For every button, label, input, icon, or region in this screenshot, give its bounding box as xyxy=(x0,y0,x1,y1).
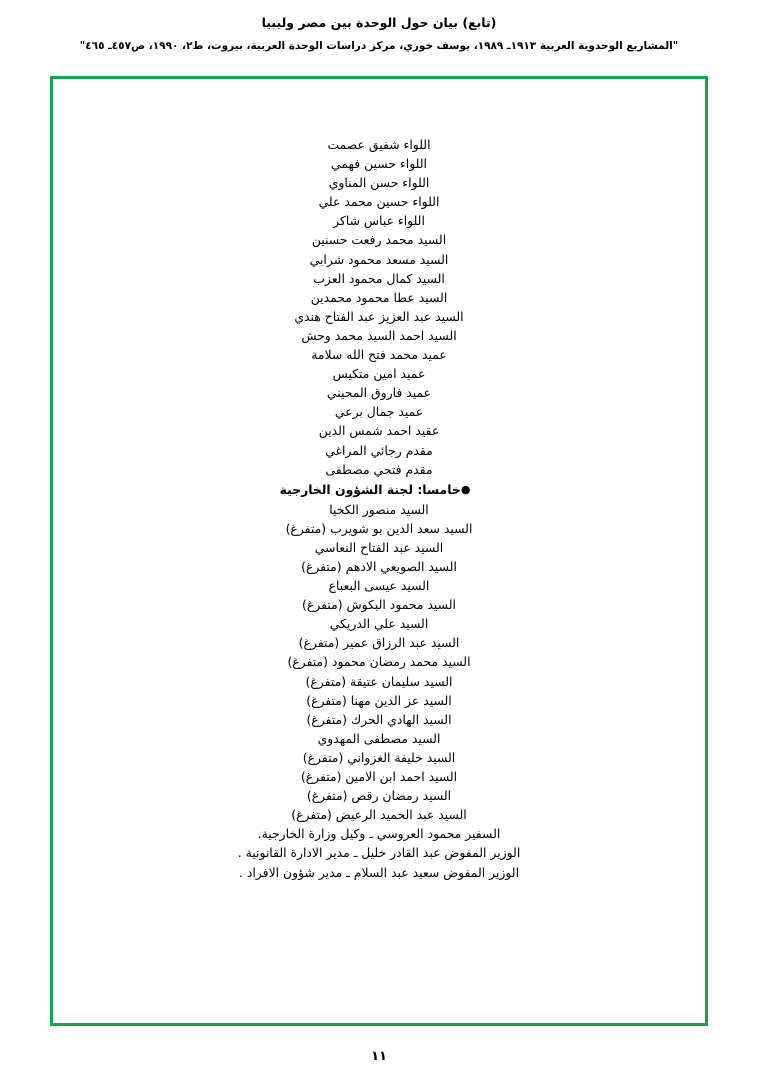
name-entry: السيد احمد ابن الامين (متفرغ) xyxy=(300,769,458,785)
name-entry: السيد كمال محمود العزب xyxy=(313,270,445,286)
name-entry: السيد عطا محمود محمدين xyxy=(310,289,448,305)
name-entry: السيد منصور الكخيا xyxy=(329,501,429,517)
name-entry: عقيد احمد شمس الدين xyxy=(318,423,440,439)
name-entry: مقدم فتحي مصطفى xyxy=(325,461,433,477)
page-number: ١١ xyxy=(371,1049,387,1064)
name-entry: السيد محمود البكوش (متفرغ) xyxy=(302,597,456,613)
name-entry: السيد علي الدريكي xyxy=(329,616,429,632)
name-entry: السيد خليفة الغزواني (متفرغ) xyxy=(302,749,456,765)
name-entry: اللواء حسين محمد علي xyxy=(318,194,440,210)
name-entry: اللواء حسين فهمي xyxy=(331,156,427,172)
name-entry: السيد سعد الدين بو شويرب (متفرغ) xyxy=(285,520,473,536)
name-entry: السيد عبد العزيز عبد الفتاح هندي xyxy=(294,308,464,324)
name-entry: الوزير المفوض عبد القادر خليل ـ مدير الادارة القانونية . xyxy=(237,845,521,861)
name-entry: السيد الهادي الحرك (متفرغ) xyxy=(306,711,452,727)
name-entry: الوزير المفوض سعيد عبد السلام ـ مدير شؤون الافراد . xyxy=(238,864,520,880)
name-entry: السيد عز الدين مهنا (متفرغ) xyxy=(306,692,452,708)
name-entry: السيد عيسى البعباع xyxy=(328,578,430,594)
name-entry: السيد عبد الفتاح النعاسي xyxy=(314,539,444,555)
name-entry: مقدم رجائي المراغي xyxy=(325,442,433,458)
name-entry: السيد سليمان عتيقة (متفرغ) xyxy=(305,673,453,689)
section-heading-label: خامسا: لجنة الشؤون الخارجية xyxy=(279,481,461,497)
name-entry: السيد رمضان رقص (متفرغ) xyxy=(306,788,452,804)
name-entry: السيد مسعد محمود شرابي xyxy=(309,251,449,267)
bullet-icon: ● xyxy=(460,482,471,496)
name-entry: عميد امين متكيس xyxy=(332,366,426,382)
name-entry: السفير محمود العروسي ـ وكيل وزارة الخارجية. xyxy=(257,826,501,842)
name-entry: اللواء حسن المناوي xyxy=(328,175,430,191)
name-entry: السيد محمد رمضان محمود (متفرغ) xyxy=(287,654,471,670)
name-entry: السيد الصويعي الادهم (متفرغ) xyxy=(301,559,457,575)
name-entry: السيد محمد رفعت حسنين xyxy=(311,232,447,248)
document-header xyxy=(0,0,758,55)
name-entry: اللواء عباس شاكر xyxy=(333,213,425,229)
name-entry: السيد مصطفى المهدوي xyxy=(317,730,441,746)
name-entry: السيد عبد الحميد الرعيض (متفرغ) xyxy=(291,807,467,823)
content-frame xyxy=(50,76,708,1026)
name-entry: عميد جمال برعي xyxy=(334,404,424,420)
name-entry: السيد احمد السيد محمد وحش xyxy=(301,327,457,343)
name-entry: عميد فاروق المحيني xyxy=(326,385,432,401)
content-body xyxy=(53,79,705,902)
page-title: (تابع) بيان حول الوحدة بين مصر وليبيا xyxy=(261,15,497,30)
name-entry: اللواء شفيق عصمت xyxy=(327,137,431,152)
source-citation: "المشاريع الوحدوية العربية ١٩١٣ـ ١٩٨٩، يوسف خوري، مركز دراسات الوحدة العربية، بيروت، ط٢، ١٩٩٠، ص٤٥٧ـ ٤٦٥" xyxy=(79,39,679,52)
name-entry: عميد محمد فتح الله سلامة xyxy=(311,347,447,363)
section-heading xyxy=(93,480,665,500)
name-entry: السيد عبد الرزاق عمير (متفرغ) xyxy=(298,635,460,651)
